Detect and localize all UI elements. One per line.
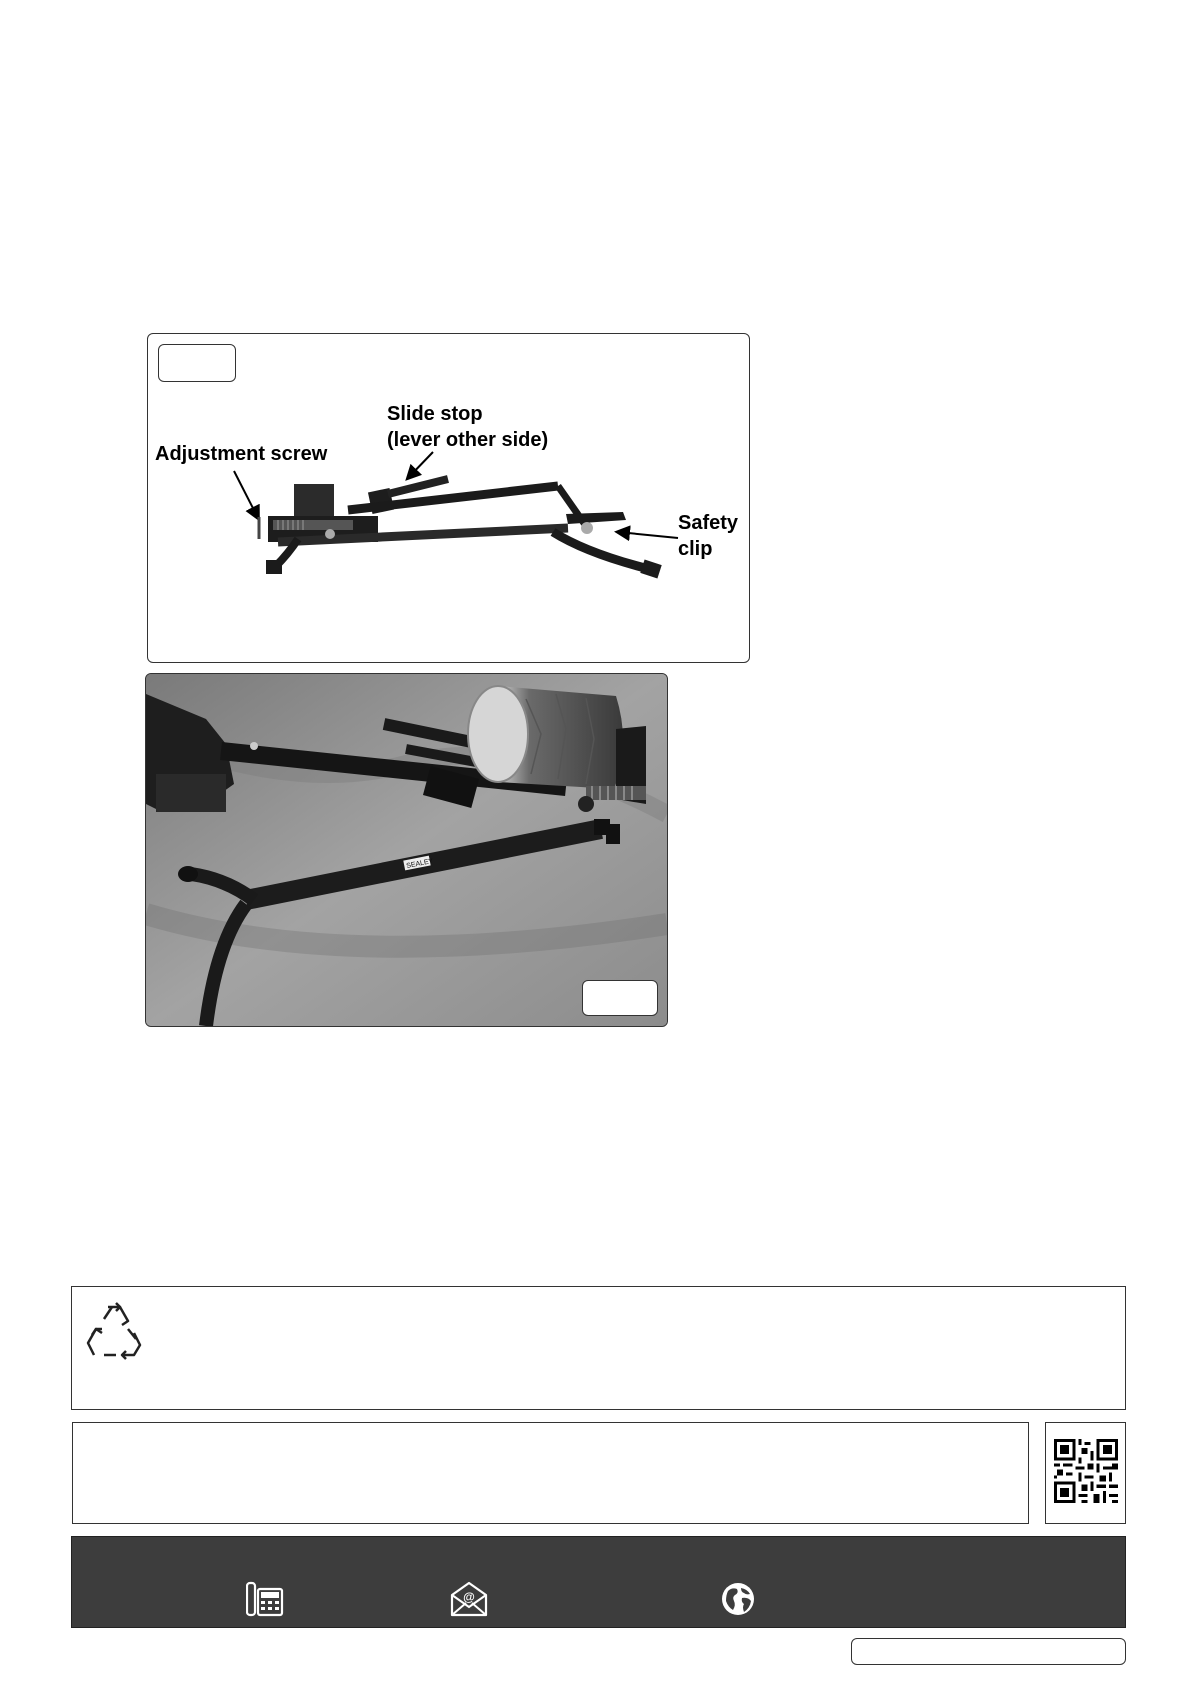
- qr-code-icon[interactable]: [1054, 1439, 1118, 1503]
- qr-panel: [1045, 1422, 1126, 1524]
- contact-bar: [71, 1536, 1126, 1628]
- arrow-safety-clip: [618, 532, 678, 538]
- figure-2-tag: [582, 980, 658, 1016]
- log-splitter-drawing: [148, 334, 748, 662]
- phone-fax-icon: [246, 1581, 284, 1617]
- arrow-adjustment-screw: [234, 471, 258, 518]
- arrow-slide-stop: [408, 452, 433, 478]
- log-splitter-photo: [146, 674, 667, 1026]
- brand-label: SEALEY: [405, 857, 434, 871]
- svg-text:@: @: [463, 1590, 475, 1604]
- callout-adjustment-screw: Adjustment screw: [155, 443, 328, 465]
- callout-slide-stop: Slide stop (lever other side): [387, 403, 549, 451]
- callout-safety-clip: Safety clip: [678, 512, 739, 560]
- info-panel: [72, 1422, 1029, 1524]
- figure-1-panel: [147, 333, 750, 663]
- page-footer-tag: [851, 1638, 1126, 1665]
- globe-icon: [720, 1581, 756, 1617]
- email-icon: [450, 1581, 488, 1617]
- recycle-icon: [82, 1299, 146, 1363]
- figure-2-photo: [145, 673, 668, 1027]
- environment-panel: [71, 1286, 1126, 1410]
